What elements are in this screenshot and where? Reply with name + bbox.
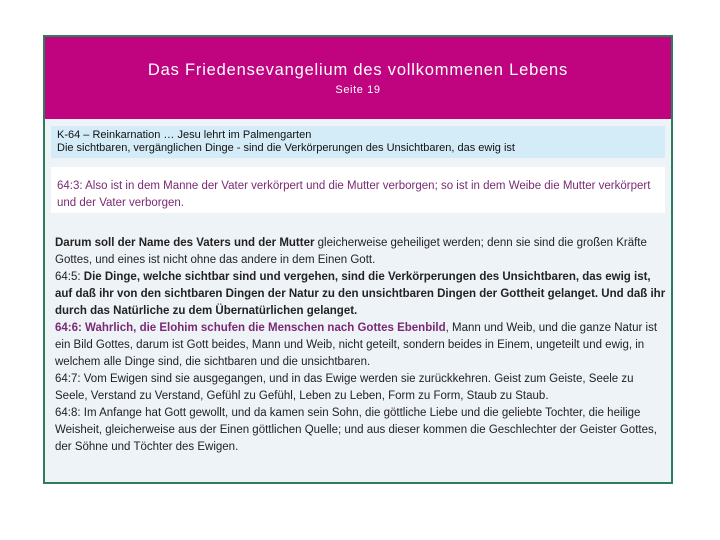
body-p1-rest: gleicherweise geheiliget werden; denn sie sind die großen Kräfte Gottes, und eines ist nicht ohne das andere in dem Einen Gott. bbox=[55, 237, 647, 266]
slide-title: Das Friedensevangelium des vollkommenen Lebens bbox=[147, 61, 569, 79]
chapter-title: K-64 – Reinkarnation … Jesu lehrt im Palmengarten bbox=[57, 129, 312, 141]
verse-64-7: 64:7: Vom Ewigen sind sie ausgegangen, und in das Ewige werden sie zurückkehren. Geist zum Geiste, Seele zu Seele, Verstand zu Verstand, Gefühl zu Gefühl, Leben zu Leben, Form zu Form, Staub zu Staub. bbox=[55, 373, 634, 402]
verse-64-6-rest: , Mann und Weib, und die ganze Natur ist ein Bild Gottes, darum ist Gott beides, Mann und Weib, nicht geteilt, sondern beides in Einem, ungeteilt und ewig, in welchem alle Dinge sind, die sichtbaren und die unsichtbaren. bbox=[55, 322, 658, 368]
verse-highlight-box bbox=[51, 167, 665, 213]
chapter-box bbox=[51, 126, 665, 158]
page-label: Seite 19 bbox=[335, 84, 381, 96]
body-p1-bold: Darum soll der Name des Vaters und der Mutter bbox=[55, 237, 315, 249]
verse-64-5-ref: 64:5: bbox=[55, 271, 84, 283]
verse-64-8: 64:8: Im Anfange hat Gott gewollt, und da kamen sein Sohn, die göttliche Liebe und die geliebte Tochter, die heilige Weisheit, gleicherweise aus der Einen göttlichen Quelle; und aus dieser kommen die Geschlechter der Geister Gottes, der Söhne und Töchter des Ewigen. bbox=[55, 407, 657, 453]
verse-64-3: 64:3: Also ist in dem Manne der Vater verkörpert und die Mutter verborgen; so ist in dem Weibe die Mutter verkörpert und der Vater verborgen. bbox=[57, 180, 651, 209]
chapter-subtitle: Die sichtbaren, vergänglichen Dinge - sind die Verkörperungen des Unsichtbaren, das ewig ist bbox=[57, 142, 515, 154]
slide-frame bbox=[43, 35, 673, 484]
header-band bbox=[45, 37, 671, 119]
body-text bbox=[55, 235, 667, 456]
verse-64-6-highlight: 64:6: Wahrlich, die Elohim schufen die Menschen nach Gottes Ebenbild bbox=[55, 322, 446, 334]
verse-64-5: Die Dinge, welche sichtbar sind und vergehen, sind die Verkörperungen des Unsichtbaren, das ewig ist, auf daß ihr von den sichtbaren Dingen der Natur zu den unsichtbaren Dingen der Gottheit gelanget. Und daß ihr durch das Natürliche zu dem Übernatürlichen gelanget. bbox=[55, 271, 666, 317]
